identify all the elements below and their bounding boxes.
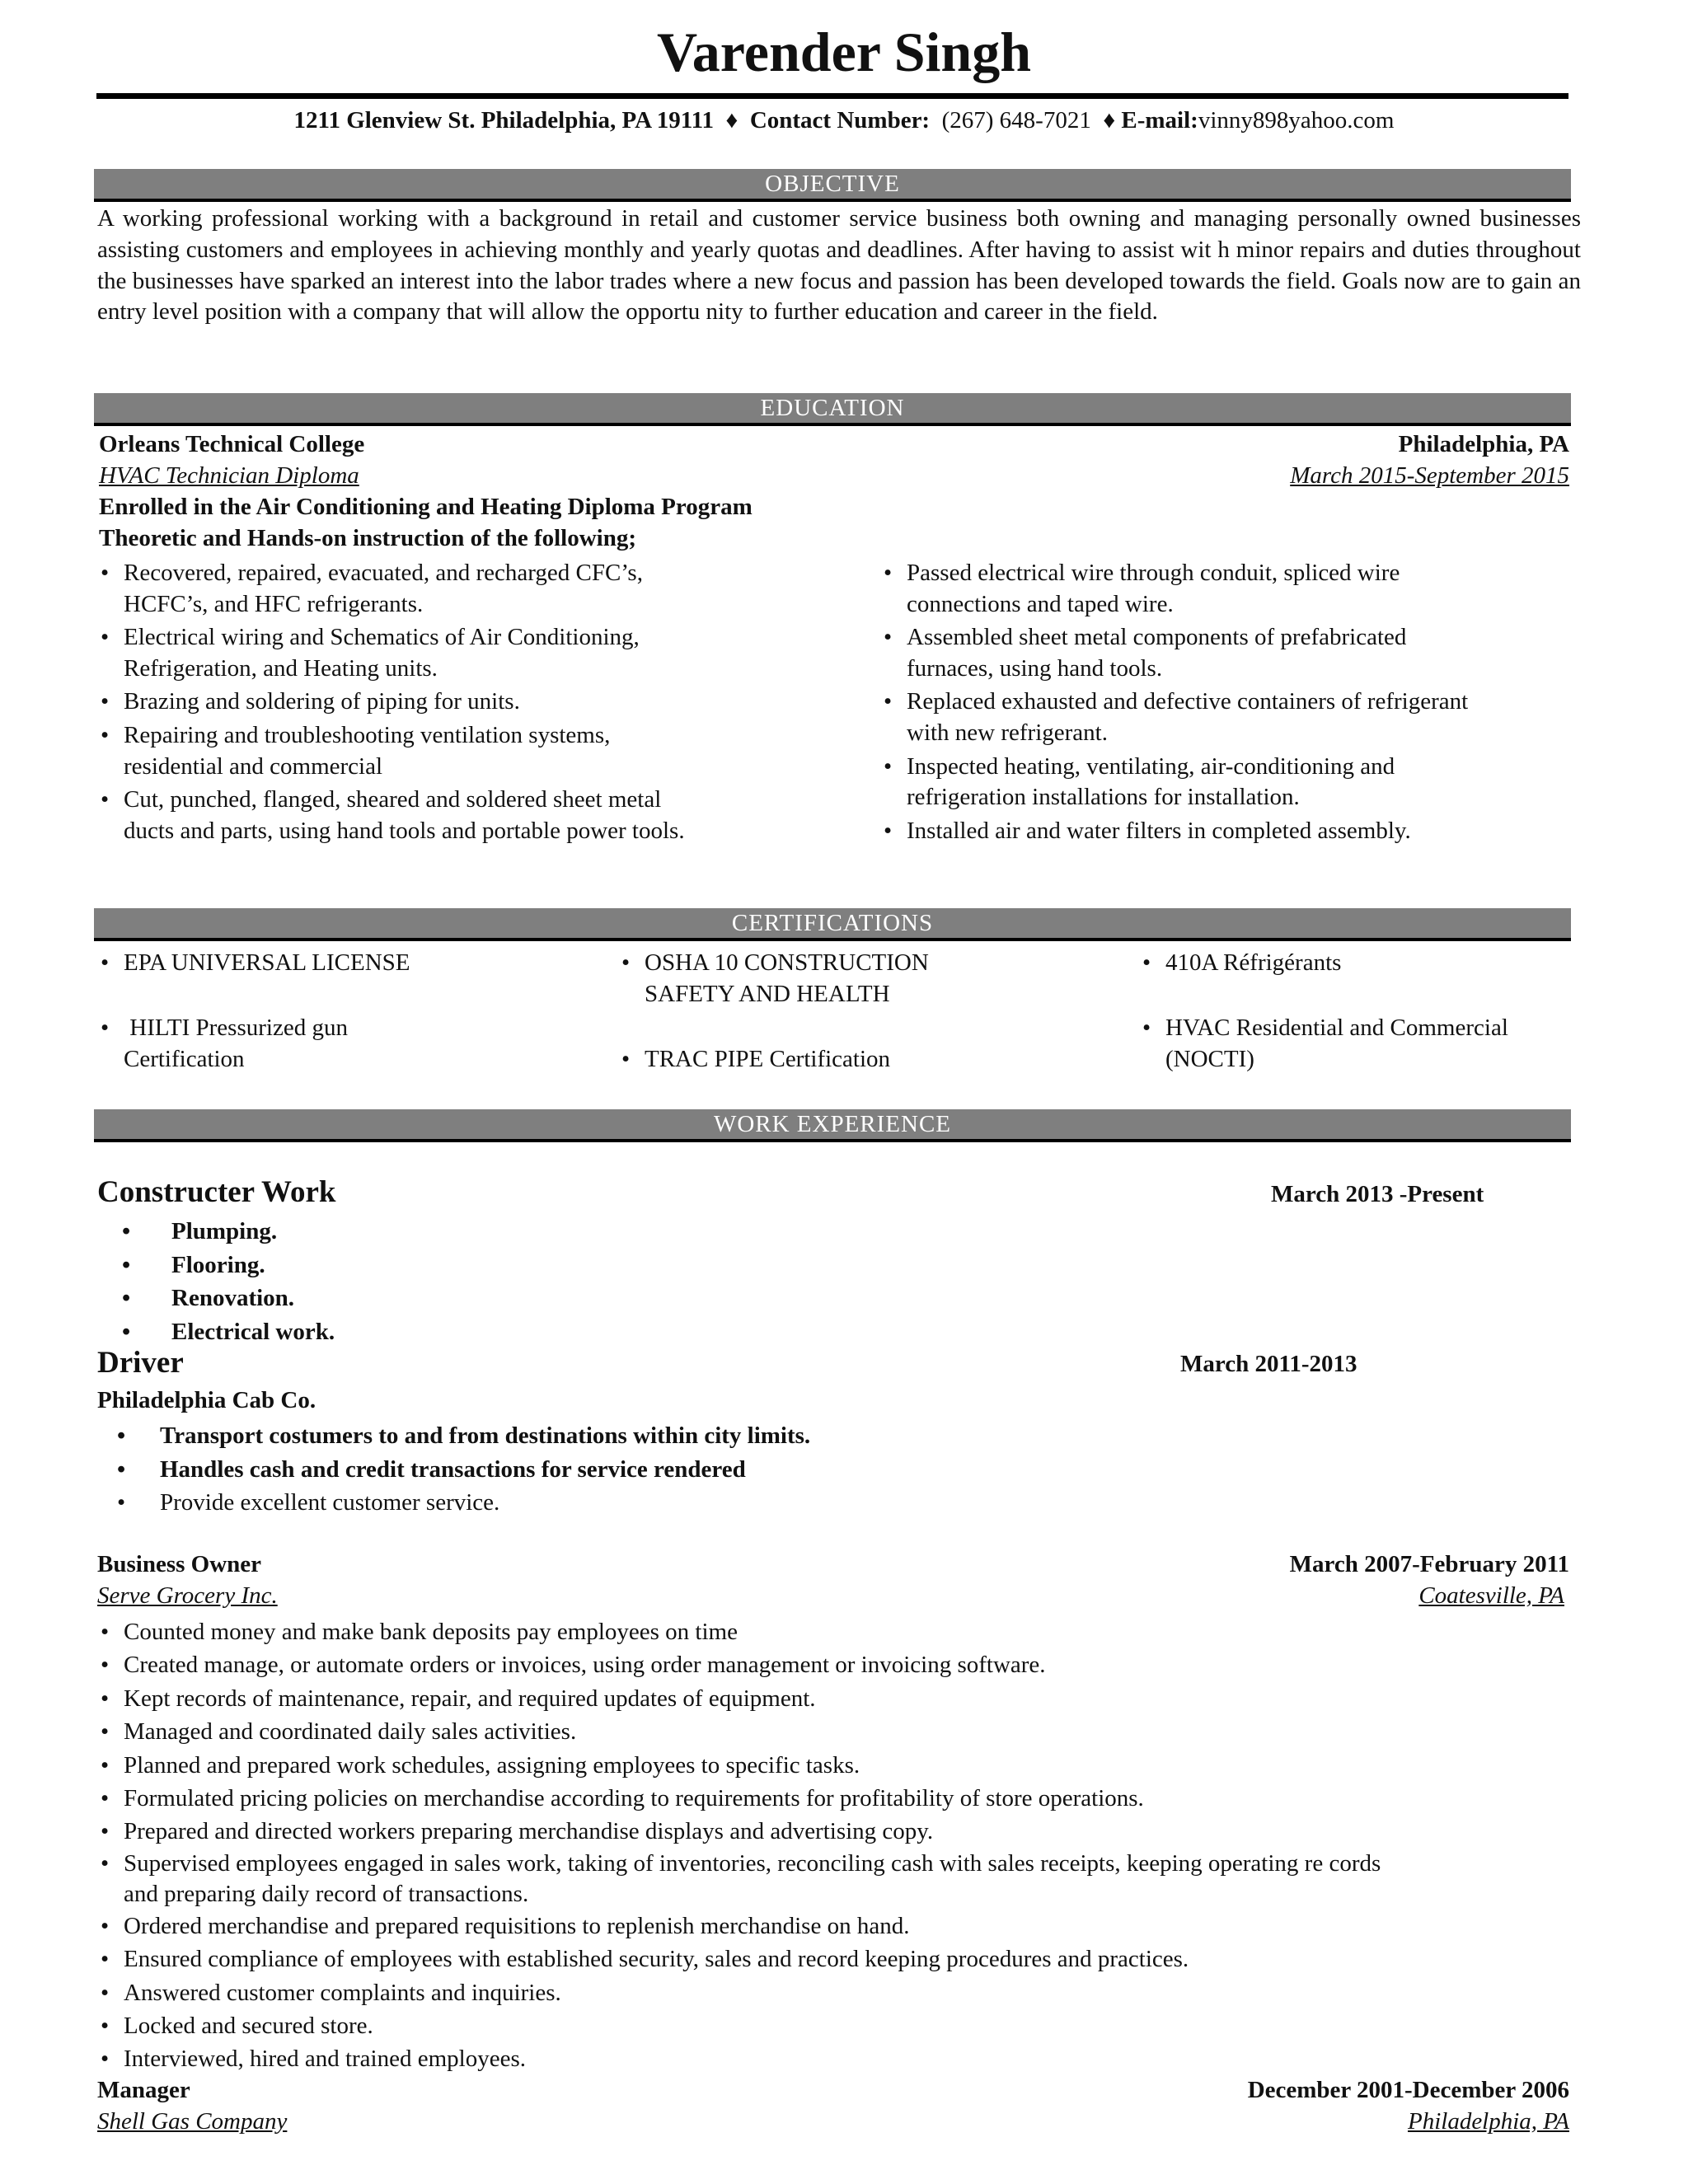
cert-item: • 410A Réfrigérants	[1139, 948, 1341, 979]
phone-number: (267) 648-7021	[941, 107, 1091, 134]
list-item: • Inspected heating, ventilating, air-conditioning and refrigeration installations for installation.	[880, 752, 1573, 813]
list-item: • Passed electrical wire through conduit, spliced wire connections and taped wire.	[880, 558, 1573, 620]
cert-item: • HILTI Pressurized gun Certification	[97, 1013, 348, 1075]
list-item: • Answered customer complaints and inquiries.	[97, 1976, 1581, 2009]
job-duties	[97, 1615, 1581, 2076]
contact-label: Contact Number:	[749, 107, 931, 134]
list-item: • Assembled sheet metal components of prefabricated furnaces, using hand tools.	[880, 622, 1573, 684]
education-heading: EDUCATION	[94, 393, 1571, 426]
certifications-heading: CERTIFICATIONS	[94, 908, 1571, 941]
education-dates: March 2015-September 2015	[1290, 462, 1569, 489]
list-item: • Created manage, or automate orders or invoices, using order management or invoicing software.	[97, 1648, 1581, 1681]
job-title: Business Owner	[97, 1551, 262, 1577]
program-description: Enrolled in the Air Conditioning and Heating Diploma Program	[99, 494, 753, 520]
objective-text: A working professional working with a background in retail and customer service business both owning and managing personally owned businesses assisting customers and employees in achieving monthly and yearly quotas and deadlines. After having to assist wit h minor repairs and duties throughout the businesses have sparked an interest into the labor trades where a new focus and passion has been developed towards the field. Goals now are to gain an entry level position with a company that will allow the opportu nity to further education and career in the field.	[97, 205, 1581, 326]
job-dates: March 2007-February 2011	[1289, 1551, 1569, 1577]
list-item: • Cut, punched, flanged, sheared and soldered sheet metal ducts and parts, using hand tools and portable power tools.	[97, 785, 839, 846]
job-title: Constructer Work	[97, 1175, 336, 1209]
cert-item: • HVAC Residential and Commercial (NOCTI)	[1139, 1013, 1508, 1075]
list-item: • Counted money and make bank deposits pay employees on time	[97, 1615, 1581, 1648]
job-dates: December 2001-December 2006	[1247, 2077, 1569, 2103]
list-item: • Interviewed, hired and trained employees.	[97, 2042, 1581, 2075]
list-item: • Flooring.	[97, 1249, 335, 1282]
education-skills-right	[880, 558, 1573, 849]
address: 1211 Glenview St. Philadelphia, PA 19111	[293, 107, 715, 134]
list-item: • Replaced exhausted and defective containers of refrigerant with new refrigerant.	[880, 687, 1573, 748]
objective-heading: OBJECTIVE	[94, 169, 1571, 202]
list-item: • Installed air and water filters in completed assembly.	[880, 816, 1573, 847]
list-item: • Provide excellent customer service.	[97, 1486, 810, 1520]
name-divider	[96, 93, 1568, 99]
list-item: • Managed and coordinated daily sales activities.	[97, 1715, 1581, 1748]
work-experience-heading: WORK EXPERIENCE	[94, 1109, 1571, 1142]
job-dates: March 2013 -Present	[1271, 1181, 1484, 1207]
list-item: • Planned and prepared work schedules, assigning employees to specific tasks.	[97, 1749, 1581, 1782]
job-duties	[97, 1215, 335, 1348]
list-item: • Brazing and soldering of piping for units.	[97, 687, 839, 718]
company-name: Shell Gas Company	[97, 2108, 288, 2135]
company-name: Philadelphia Cab Co.	[97, 1387, 316, 1413]
contact-line	[0, 107, 1688, 134]
list-item: • Electrical wiring and Schematics of Air Conditioning, Refrigeration, and Heating units.	[97, 622, 839, 684]
education-skills-left	[97, 558, 839, 849]
email-address: vinny898yahoo.com	[1198, 107, 1395, 134]
list-item: • Formulated pricing policies on merchandise according to requirements for profitability of store operations.	[97, 1782, 1581, 1815]
list-item: • Locked and secured store.	[97, 2009, 1581, 2042]
list-item: • Plumping.	[97, 1215, 335, 1249]
list-item: • Kept records of maintenance, repair, and required updates of equipment.	[97, 1682, 1581, 1715]
list-item: • Recovered, repaired, evacuated, and recharged CFC’s, HCFC’s, and HFC refrigerants.	[97, 558, 839, 620]
list-item: • Supervised employees engaged in sales work, taking of inventories, reconciling cash with sales receipts, keeping operating re cords and preparing daily record of transactions.	[97, 1849, 1581, 1910]
list-item: • Handles cash and credit transactions for service rendered	[97, 1453, 810, 1487]
list-item: • Transport costumers to and from destinations within city limits.	[97, 1419, 810, 1453]
job-title: Manager	[97, 2077, 190, 2103]
email-label: E-mail:	[1121, 107, 1198, 134]
job-duties	[97, 1419, 810, 1520]
list-item: • Repairing and troubleshooting ventilation systems, residential and commercial	[97, 720, 839, 782]
list-item: • Prepared and directed workers preparing merchandise displays and advertising copy.	[97, 1815, 1581, 1848]
list-item: • Ordered merchandise and prepared requisitions to replenish merchandise on hand.	[97, 1910, 1581, 1943]
school-name: Orleans Technical College	[99, 431, 365, 457]
job-dates: March 2011-2013	[1180, 1351, 1357, 1377]
diamond-separator-icon: ♦	[1103, 107, 1116, 134]
list-item: • Renovation.	[97, 1282, 335, 1315]
job-location: Coatesville, PA	[1418, 1582, 1564, 1609]
school-location: Philadelphia, PA	[1398, 431, 1569, 457]
diamond-separator-icon: ♦	[725, 107, 738, 134]
cert-item: • OSHA 10 CONSTRUCTION SAFETY AND HEALTH	[618, 948, 929, 1010]
candidate-name: Varender Singh	[656, 21, 1032, 83]
cert-item: • EPA UNIVERSAL LICENSE	[97, 948, 410, 979]
cert-item: • TRAC PIPE Certification	[618, 1044, 890, 1076]
job-title: Driver	[97, 1346, 184, 1380]
job-location: Philadelphia, PA	[1407, 2108, 1569, 2135]
instruction-intro: Theoretic and Hands-on instruction of the following;	[99, 525, 637, 551]
diploma-name: HVAC Technician Diploma	[99, 462, 359, 489]
list-item: • Ensured compliance of employees with established security, sales and record keeping procedures and practices.	[97, 1943, 1581, 1975]
list-item: • Electrical work.	[97, 1315, 335, 1349]
company-name: Serve Grocery Inc.	[97, 1582, 278, 1609]
